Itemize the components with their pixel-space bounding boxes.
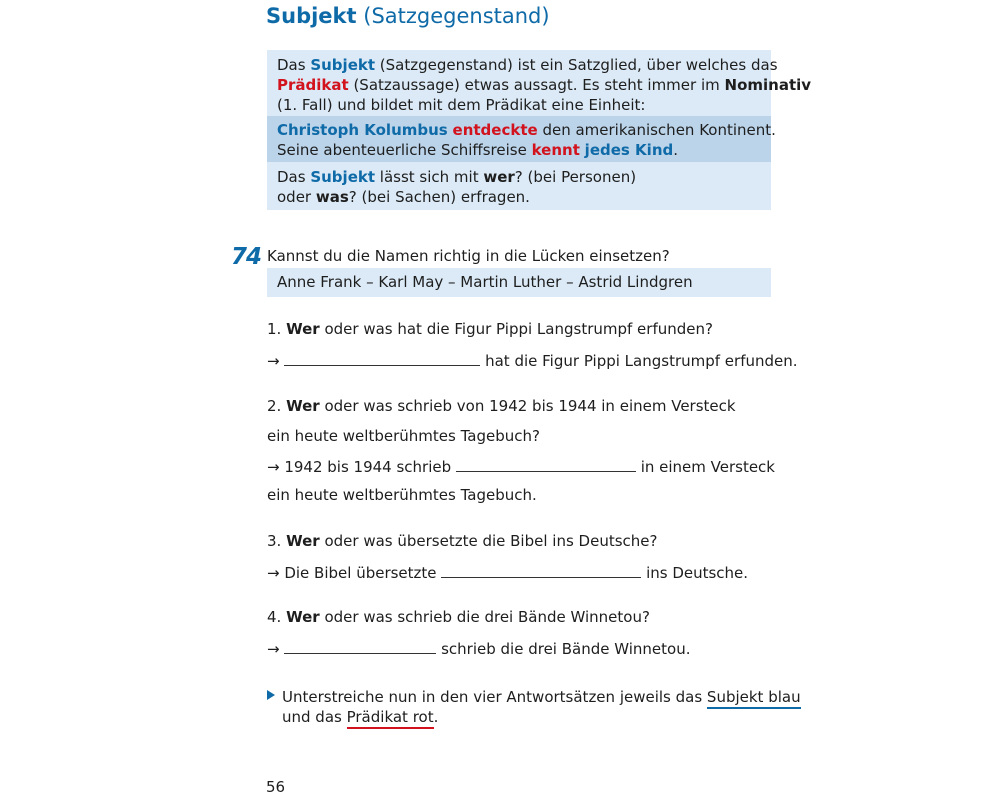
text: Das [277,56,311,74]
question-3 [267,531,657,551]
text: oder was schrieb die drei Bände Winnetou? [319,608,650,626]
title-main: Subjekt [266,4,357,28]
question-2-line-2: ein heute weltberühmtes Tagebuch? [267,427,540,445]
term-praedikat: Prädikat [277,76,349,94]
text: → 1942 bis 1944 schrieb [267,458,456,476]
triangle-bullet-icon [267,690,275,700]
text: schrieb die drei Bände Winnetou. [436,640,691,658]
example-subject: Christoph Kolumbus [277,121,448,139]
text: oder was übersetzte die Bibel ins Deutsche? [319,532,658,550]
answer-blank-2[interactable] [456,455,636,472]
definition-line-2 [277,75,811,95]
names-box [267,268,771,297]
term-wer: Wer [286,608,320,626]
hint-line-1 [277,167,636,187]
text: ? (bei Sachen) erfragen. [348,188,530,206]
text: Seine abenteuerliche Schiffsreise [277,141,532,159]
hint-line-2 [277,187,530,207]
exercise-number: 74 [231,244,262,270]
arrow-icon: → [267,352,285,370]
term-was: was [315,188,349,206]
text: Das [277,168,311,186]
text: 3. [267,532,287,550]
text: lässt sich mit [375,168,484,186]
task-line-2 [282,707,438,727]
term-subjekt: Subjekt [310,168,376,186]
question-2 [267,396,736,416]
text: hat die Figur Pippi Langstrumpf erfunden. [480,352,798,370]
example-line-2 [277,140,678,160]
term-wer: Wer [286,532,320,550]
answer-1 [267,349,798,371]
example-verb: entdeckte [452,121,538,139]
text: 2. [267,397,287,415]
example-line-1 [277,120,776,140]
page-number: 56 [266,778,286,796]
title-sub: (Satzgegenstand) [363,4,550,28]
exercise-prompt: Kannst du die Namen richtig in die Lücken einsetzen? [267,247,670,265]
text: . [433,708,439,726]
answer-4 [267,637,691,659]
text: in einem Versteck [635,458,775,476]
underline-red-label: Prädikat rot [347,708,434,729]
example-verb: kennt [531,141,580,159]
underline-blue-label: Subjekt blau [707,688,801,709]
text: oder was schrieb von 1942 bis 1944 in einem Versteck [319,397,736,415]
text: ? (bei Personen) [514,168,637,186]
text: (Satzgegenstand) ist ein Satzglied, über welches das [375,56,778,74]
text: den amerikanischen Kontinent. [537,121,776,139]
text: 1. [267,320,287,338]
text: oder [277,188,316,206]
term-nominativ: Nominativ [724,76,812,94]
example-subject: jedes Kind [584,141,674,159]
answer-blank-4[interactable] [284,637,436,654]
text: (Satzaussage) etwas aussagt. Es steht immer im [348,76,725,94]
term-wer: Wer [286,397,320,415]
names-list: Anne Frank – Karl May – Martin Luther – Astrid Lindgren [277,273,693,291]
text: Unterstreiche nun in den vier Antwortsätzen jeweils das [282,688,707,706]
example-box [267,116,776,162]
answer-2 [267,455,775,477]
text: und das [282,708,347,726]
arrow-icon: → [267,640,285,658]
answer-3 [267,561,748,583]
term-subjekt: Subjekt [310,56,376,74]
question-1 [267,319,713,339]
text: 4. [267,608,287,626]
definition-line-3: (1. Fall) und bildet mit dem Prädikat eine Einheit: [277,96,646,114]
answer-2-line-2: ein heute weltberühmtes Tagebuch. [267,486,537,504]
definition-line-1 [277,55,778,75]
text: . [673,141,679,159]
page-title [266,2,550,30]
text: → Die Bibel übersetzte [267,564,442,582]
text: ins Deutsche. [641,564,749,582]
term-wer: Wer [286,320,320,338]
question-4 [267,607,650,627]
task-line-1 [282,687,801,707]
text: oder was hat die Figur Pippi Langstrumpf erfunden? [319,320,713,338]
question-hint-box [267,162,771,210]
answer-blank-1[interactable] [284,349,480,366]
term-wer: wer [483,168,515,186]
answer-blank-3[interactable] [441,561,641,578]
definition-box [267,50,812,116]
